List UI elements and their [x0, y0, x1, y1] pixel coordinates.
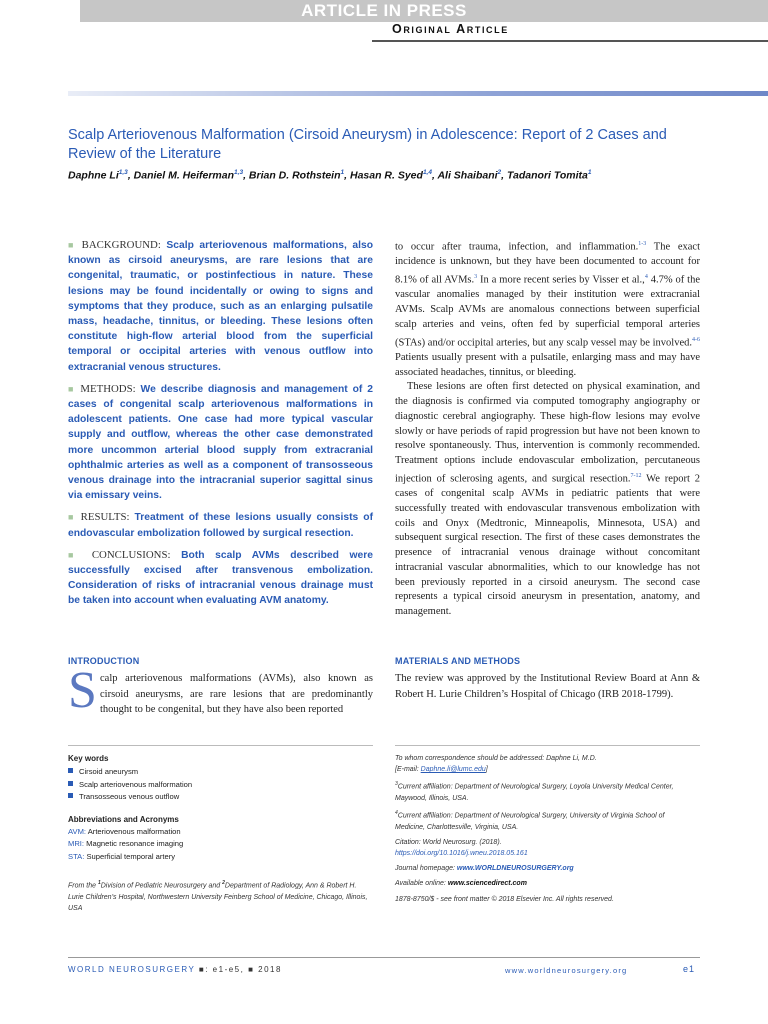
abbreviation-item [68, 838, 183, 850]
body-paragraph [395, 380, 700, 620]
abstract-text: Treatment of these lesions usually consists of endovascular embolization followed by surgical resection. [68, 512, 373, 539]
abstract-results [68, 510, 373, 540]
citation-ref[interactable]: 3 [474, 274, 478, 280]
author-name[interactable]: Daniel M. Heiferman [133, 169, 235, 182]
body-text: In a more recent series by Visser et al., [477, 274, 645, 286]
citation-ref[interactable]: 7-12 [630, 472, 642, 479]
author-name[interactable]: Hasan R. Syed [349, 169, 423, 182]
affiliations [68, 878, 368, 915]
square-bullet-icon [68, 781, 73, 786]
citation-ref[interactable]: 4 [644, 274, 648, 280]
author-affiliation-ref: 1,3 [234, 169, 244, 176]
affiliation-ref: 4 [395, 810, 398, 817]
affiliation-ref: 3 [395, 781, 398, 788]
footer-url[interactable]: www.worldneurosurgery.org [505, 966, 628, 975]
citation-text: Citation: World Neurosurg. (2018). [395, 838, 502, 846]
abbreviations-list [68, 826, 183, 863]
keyword-item [68, 779, 192, 792]
affiliation-text: Current affiliation: Department of Neurological Surgery, University of Virginia School of Medicine, Charlottesville, Virginia, USA. [395, 812, 665, 831]
abbreviation-value: Arteriovenous malformation [87, 827, 181, 836]
keywords-list [68, 766, 192, 804]
abbreviation-key: AVM: [68, 827, 87, 836]
abbreviation-value: Magnetic resonance imaging [86, 839, 184, 849]
section-label-underline [372, 40, 768, 42]
email-prefix: [E-mail: [395, 766, 421, 774]
footer-rule [68, 957, 700, 958]
square-bullet-icon [68, 793, 73, 798]
square-bullet-icon: ■ [68, 240, 77, 250]
affiliation-text: Current affiliation: Department of Neurological Surgery, Loyola University Medical Center, Maywood, Illinois, USA. [395, 783, 674, 802]
body-text: 4.7% of the vascular anomalies managed by their institution were extracranial AVMs. Scalp AVMs are anomalous connections between superficial scalp arteries and veins, often fed by superficial temporal arteries (STAs) and/or occipital arteries, but any scalp vessel may be involved. [395, 274, 700, 348]
author-name[interactable]: Ali Shaibani [437, 169, 498, 182]
available-online [395, 878, 695, 889]
body-text: The exact incidence is unknown, but they have been documented to account for 8.1% of all AVMs. [395, 241, 700, 286]
article-title: Scalp Arteriovenous Malformation (Cirsoid Aneurysm) in Adolescence: Report of 2 Cases and Review of the Literature [68, 127, 667, 162]
body-text: Patients usually present with a pulsatile, enlarging mass and may have associated headaches, tinnitus, or bleeding. [395, 351, 700, 378]
materials-methods-text: The review was approved by the Institutional Review Board at Ann & Robert H. Lurie Children’s Hospital of Chicago (IRB 2018-1799). [395, 673, 700, 700]
keyword-text: Cirsoid aneurysm [79, 767, 139, 776]
affiliation-ref: 1 [97, 880, 101, 886]
abstract-text: Both scalp AVMs described were successfully excised after transvenous embolization. Consideration of risks of intracranial venous drainage must be taken into account when evaluating AVM anatomy. [68, 549, 373, 607]
body-text: to occur after trauma, infection, and inflammation. [395, 241, 639, 253]
abstract-text: We describe diagnosis and management of 2 cases of congenital scalp arteriovenous malformations in adolescent patients. One case had more typical vascular supply and outflow, whereas the other case demonstrated more uncommon arterial blood supply from extracranial ophthalmic arteries as well as a component of transosseous venous drainage into the intracranial superior sagittal sinus via emissary veins. [68, 383, 373, 502]
abbreviation-key: STA: [68, 851, 85, 861]
citation-ref[interactable]: 1-3 [638, 241, 647, 247]
body-text: We report 2 cases of congenital scalp AVMs in pediatric patients that were successfully treated with endovascular transvenous embolization with coils and Onyx (Medtronic, Minneapolis, Minnesota, USA) and subsequent surgical resection. The first of these cases demonstrates the presence of intracranial venous drainage without concomitant intracranial vascular abnormalities, which to our knowledge has not been previously reported in a cirsoid aneurysm. The second case represents a typical cirsoid aneurysm in presentation, anatomy, and management. [395, 473, 700, 617]
introduction-section [68, 662, 373, 719]
abbreviations-title: Abbreviations and Acronyms [68, 815, 179, 824]
current-affiliation-3 [395, 779, 695, 804]
current-affiliation-4 [395, 808, 695, 833]
email-link[interactable]: Daphne.li@lumc.edu [420, 766, 486, 774]
header-gradient-rule [68, 91, 768, 96]
keyword-item [68, 766, 192, 779]
author-affiliation-ref: 1 [587, 169, 592, 176]
abbreviation-item [68, 826, 183, 838]
abbreviation-value: Superficial temporal artery [86, 851, 176, 861]
author-affiliation-ref: 1,3 [118, 169, 128, 176]
correspondence-block [395, 753, 695, 775]
sciencedirect-link[interactable]: www.sciencedirect.com [447, 880, 527, 888]
notes-divider-right [395, 745, 700, 746]
materials-methods-heading: MATERIALS AND METHODS [395, 656, 521, 666]
body-paragraph [395, 237, 700, 380]
citation-ref[interactable]: 4-6 [692, 336, 700, 343]
correspondence-line: To whom correspondence should be addressed: Daphne Li, M.D. [395, 755, 597, 762]
author-name[interactable]: Tadanori Tomita [507, 169, 588, 182]
author-affiliation-ref: 2 [497, 169, 502, 176]
abstract-methods [68, 382, 373, 504]
online-label: Available online: [395, 880, 448, 888]
footer-issue: ■: e1-e5, ■ 2018 [195, 965, 282, 974]
square-bullet-icon: ■ [68, 383, 76, 394]
author-name[interactable]: Brian D. Rothstein [248, 169, 341, 182]
abstract-label: BACKGROUND: [81, 239, 161, 251]
abstract-background [68, 238, 373, 375]
author-affiliation-ref: 1 [340, 169, 345, 176]
page-number: e1 [683, 964, 696, 974]
journal-homepage [395, 863, 695, 874]
email-suffix: ] [485, 766, 488, 774]
journal-homepage-link[interactable]: www.WORLDNEUROSURGERY.org [456, 865, 574, 873]
abstract-text: Scalp arteriovenous malformations, also known as cirsoid aneurysms, are rare lesions that are congenital, traumatic, or postinfectious in nature. These lesions may be found incidentally or owing to signs and symptoms that they produce, such as an enlarging pulsatile mass, headache, tinnitus, or bleeding. These lesions often constitute high-flow arterial blood from the superficial temporal or occipital arteries with venous outflow into extracranial venous structures. [68, 240, 373, 373]
body-text: These lesions are often first detected on physical examination, and the diagnosis is confirmed via computed tomography angiography or diagnostic cerebral angiography. These high-flow lesions may evolve slowly or have periods of rapid progression but have not been known to resolve spontaneously. Thus, intervention is commonly recommended. Treatment options include endovascular embolization, percutaneous injection of sclerosing agents, and surgical resection. [395, 381, 700, 485]
section-label: Original Article [392, 22, 509, 36]
copyright-notice: 1878-8750/$ - see front matter © 2018 Elsevier Inc. All rights reserved. [395, 895, 614, 903]
notes-divider-left [68, 745, 373, 746]
doi-link[interactable]: https://doi.org/10.1016/j.wneu.2018.05.161 [395, 850, 528, 858]
abstract-label: METHODS: [80, 382, 136, 395]
keywords-title: Key words [68, 754, 109, 763]
email-line [395, 764, 695, 775]
keyword-text: Transosseous venous outflow [79, 792, 180, 801]
affiliation-text: From the [68, 882, 98, 890]
keyword-text: Scalp arteriovenous malformation [79, 779, 193, 789]
journal-label: Journal homepage: [395, 865, 457, 873]
affiliation-text: Department of Radiology, Ann & Robert H. Lurie Children’s Hospital, Northwestern University Feinberg School of Medicine, Chicago, Illinois, USA [68, 882, 368, 913]
abstract-conclusions [68, 548, 373, 609]
footer-journal-name: WORLD NEUROSURGERY [68, 965, 196, 974]
abstract-label: RESULTS: [80, 511, 130, 524]
author-list: Daphne Li$^{1,3}$, Daniel M. Heiferman$^{1,3}$, Brian D. Rothstein$^1$, Hasan R. Syed$^{1,4}$, Ali Shaibani$^2$, Tadanori Tomita$^1$ [68, 169, 592, 182]
footer-journal [68, 965, 282, 974]
abstract [68, 238, 373, 616]
introduction-heading: INTRODUCTION [68, 656, 140, 666]
author-name[interactable]: Daphne Li [68, 169, 119, 182]
author-affiliation-ref: 1,4 [422, 169, 432, 176]
citation-block [395, 837, 695, 859]
keyword-item [68, 791, 192, 804]
abbreviation-item [68, 851, 183, 863]
abstract-label: CONCLUSIONS: [91, 548, 171, 561]
introduction-text: calp arteriovenous malformations (AVMs), also known as cirsoid aneurysms, are rare lesions that are predominantly thought to be congenital, but they have also been reported [100, 673, 373, 715]
square-bullet-icon [68, 768, 73, 773]
body-text-right-column [395, 237, 700, 620]
affiliation-ref: 2 [222, 880, 225, 886]
article-in-press-text: ARTICLE IN PRESS [301, 1, 467, 20]
square-bullet-icon: ■ [68, 512, 76, 523]
square-bullet-icon: ■ [68, 549, 82, 560]
abbreviation-key: MRI: [68, 839, 85, 849]
affiliation-text: Division of Pediatric Neurosurgery and [100, 882, 223, 890]
correspondence-notes [395, 753, 695, 909]
drop-cap: S [68, 662, 97, 719]
